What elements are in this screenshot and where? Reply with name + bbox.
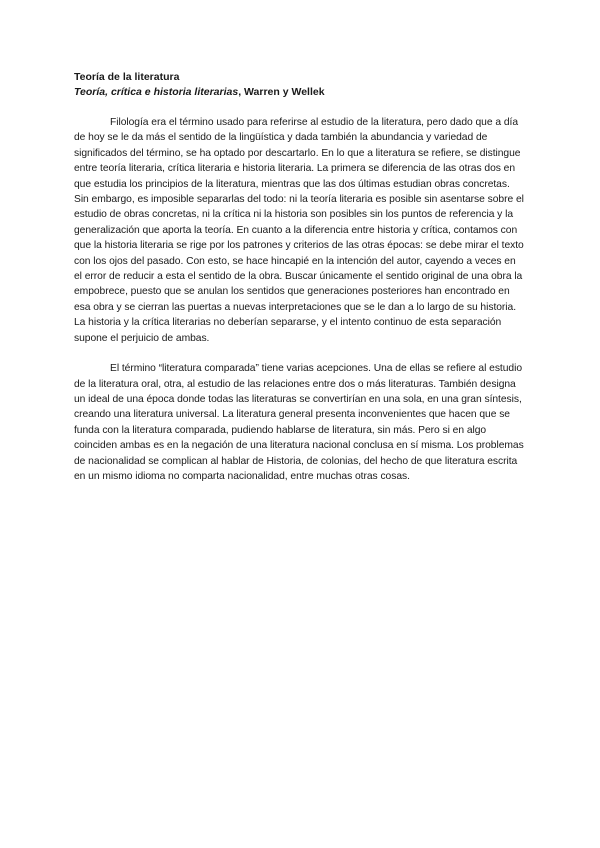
paragraph-2: El término “literatura comparada” tiene varias acepciones. Una de ellas se refiere al estudio de la literatura oral, otra, al estudio de las relaciones entre dos o más literaturas. También designa un ideal de una época donde todas las literaturas se convertirían en una sola, en una gran síntesis, creando una literatura universal. La literatura general presenta inconvenientes que hacen que se funda con la literatura comparada, pudiendo hablarse de literatura, sin más. Pero si en algo coinciden ambas es en la negación de una literatura nacional conclusa en sí misma. Los problemas de nacionalidad se complican al hablar de Historia, de colonias, del hecho de que literatura escrita en un mismo idioma no comparta nacionalidad, entre muchas otras cosas.	[74, 363, 524, 482]
book-title: Teoría, crítica e historia literarias	[74, 86, 239, 98]
document-subtitle	[74, 85, 526, 100]
document-title: Teoría de la literatura	[74, 71, 180, 83]
paragraph-1: Filología era el término usado para referirse al estudio de la literatura, pero dado que a día de hoy se le da más el sentido de la lingüística y dada también la abundancia y variedad de significados del término, se ha optado por descartarlo. En lo que a literatura se refiere, se distingue entre teoría literaria, crítica literaria e historia literaria. La primera se diferencia de las otras dos en que estudia los principios de la literatura, mientras que las dos últimas estudian obras concretas. Sin embargo, es imposible separarlas del todo: ni la teoría literaria es posible sin asentarse sobre el estudio de obras concretas, ni la crítica ni la historia son posibles sin los puntos de referencia y la generalización que aporta la teoría. En cuanto a la diferencia entre historia y crítica, contamos con que la historia literaria se rige por los patrones y criterios de las otras épocas: se debe mirar el texto con los ojos del pasado. Con esto, se hace hincapié en la intención del autor, cayendo a veces en el error de reducir a esta el sentido de la obra. Buscar únicamente el sentido original de una obra la empobrece, puesto que se anulan los sentidos que generaciones posteriores han encontrado en esa obra y se cierran las puertas a nuevas interpretaciones que se le dan a lo largo de su historia. La historia y la crítica literarias no deberían separarse, y el intento continuo de esta separación supone el perjuicio de ambas.	[74, 117, 524, 344]
book-authors: , Warren y Wellek	[238, 86, 325, 98]
document-page	[74, 70, 526, 484]
